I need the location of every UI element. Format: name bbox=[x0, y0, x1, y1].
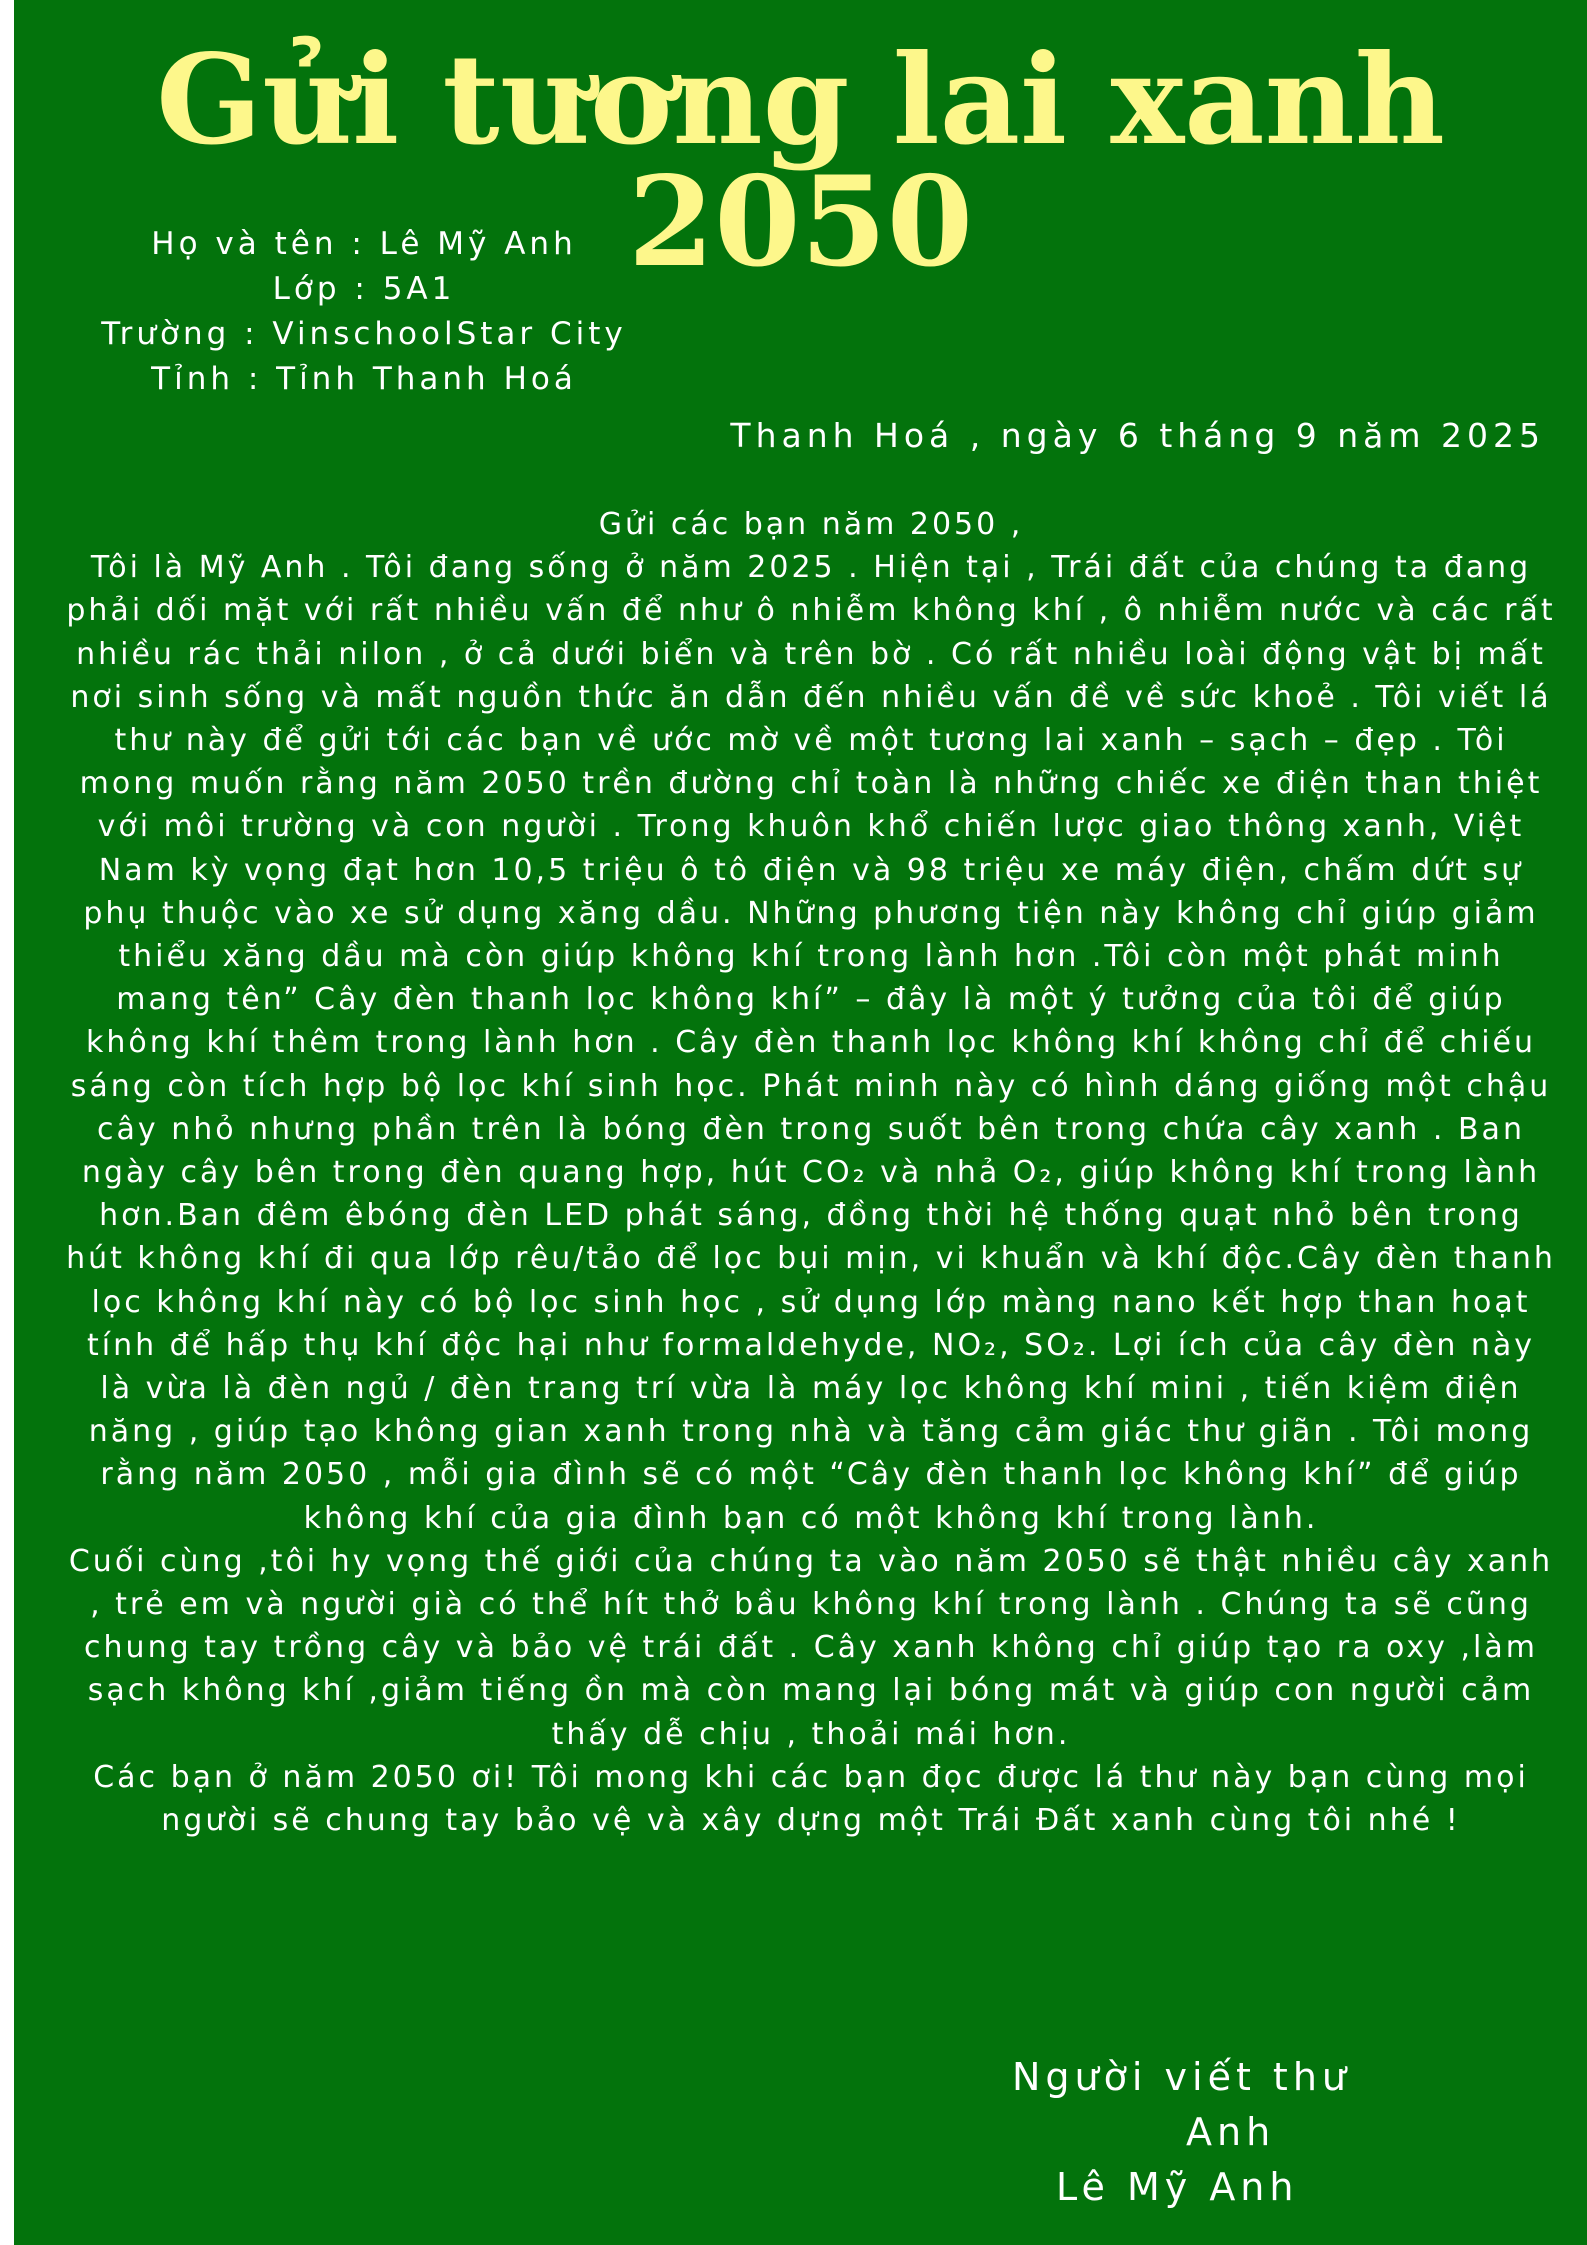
signature-block bbox=[974, 2050, 1414, 2215]
sender-class: Lớp : 5A1 bbox=[272, 271, 456, 307]
sender-province: Tỉnh : Tỉnh Thanh Hoá bbox=[151, 361, 577, 397]
signature-name: Lê Mỹ Anh bbox=[1056, 2165, 1299, 2209]
signature-line-1: Người viết thư bbox=[1012, 2055, 1351, 2099]
letter-greeting: Gửi các bạn năm 2050 , bbox=[598, 507, 1024, 542]
letter-page bbox=[14, 0, 1587, 2245]
sender-info bbox=[54, 222, 674, 402]
signature-line-2: Anh bbox=[1186, 2110, 1276, 2154]
sender-name: Họ và tên : Lê Mỹ Anh bbox=[151, 226, 577, 262]
letter-paragraph-2: Cuối cùng ,tôi hy vọng thế giới của chúng ta vào năm 2050 sẽ thật nhiều cây xanh , trẻ em và người già có thể hít thở bầu không khí trong lành . Chúng ta sẽ cũng chung tay trồng cây và bảo vệ trái đất . Cây xanh không chỉ giúp tạo ra oxy ,làm sạch không khí ,giảm tiếng ồn mà còn mang lại bóng mát và giúp con người cảm thấy dễ chịu , thoải mái hơn. bbox=[68, 1543, 1554, 1752]
title-line-1: Gửi tương lai xanh bbox=[156, 28, 1445, 173]
letter-paragraph-1: Tôi là Mỹ Anh . Tôi đang sống ở năm 2025 . Hiện tại , Trái đất của chúng ta đang phải dối mặt với rất nhiều vấn để như ô nhiễm không khí , ô nhiễm nước và các rất nhiều rác thải nilon , ở cả dưới biển và trên bờ . Có rất nhiều loài động vật bị mất nơi sinh sống và mất nguồn thức ăn dẫn đến nhiều vấn đề về sức khoẻ . Tôi viết lá thư này để gửi tới các bạn về ước mờ về một tương lai xanh – sạch – đẹp . Tôi mong muốn rằng năm 2050 trền đường chỉ toàn là những chiếc xe điện than thiệt với môi trường và con người . Trong khuôn khổ chiến lược giao thông xanh, Việt Nam kỳ vọng đạt hơn 10,5 triệu ô tô điện và 98 triệu xe máy điện, chấm dứt sự phụ thuộc vào xe sử dụng xăng dầu. Những phương tiện này không chỉ giúp giảm thiểu xăng dầu mà còn giúp không khí trong lành hơn .Tôi còn một phát minh mang tên” Cây đèn thanh lọc không khí” – đây là một ý tưởng của tôi để giúp không khí thêm trong lành hơn . Cây đèn thanh lọc không khí không chỉ để chiếu sáng còn tích hợp bộ lọc khí sinh học. Phát minh này có hình dáng giống một chậu cây nhỏ nhưng phần trên là bóng đèn trong suốt bên trong chứa cây xanh . Ban ngày cây bên trong đèn quang hợp, hút CO₂ và nhả O₂, giúp không khí trong lành hơn.Ban đêm êbóng đèn LED phát sáng, đồng thời hệ thống quạt nhỏ bên trong hút không khí đi qua lớp rêu/tảo để lọc bụi mịn, vi khuẩn và khí độc.Cây đèn thanh lọc không khí này có bộ lọc sinh học , sử dụng lớp màng nano kết hợp than hoạt tính để hấp thụ khí độc hại như formaldehyde, NO₂, SO₂. Lợi ích của cây đèn này là vừa là đèn ngủ / đèn trang trí vừa là máy lọc không khí mini , tiến kiệm điện năng , giúp tạo không gian xanh trong nhà và tăng cảm giác thư giãn . Tôi mong rằng năm 2050 , mỗi gia đình sẽ có một “Cây đèn thanh lọc không khí” để giúp không khí của gia đình bạn có một không khí trong lành. bbox=[66, 550, 1556, 1536]
letter-body bbox=[66, 503, 1556, 1842]
letter-paragraph-3: Các bạn ở năm 2050 ơi! Tôi mong khi các bạn đọc được lá thư này bạn cùng mọi người sẽ chung tay bảo vệ và xây dựng một Trái Đất xanh cùng tôi nhé ! bbox=[93, 1759, 1529, 1839]
letter-date: Thanh Hoá , ngày 6 tháng 9 năm 2025 bbox=[730, 416, 1545, 455]
sender-school: Trường : VinschoolStar City bbox=[101, 316, 627, 352]
title-line-2: 2050 bbox=[627, 150, 974, 295]
